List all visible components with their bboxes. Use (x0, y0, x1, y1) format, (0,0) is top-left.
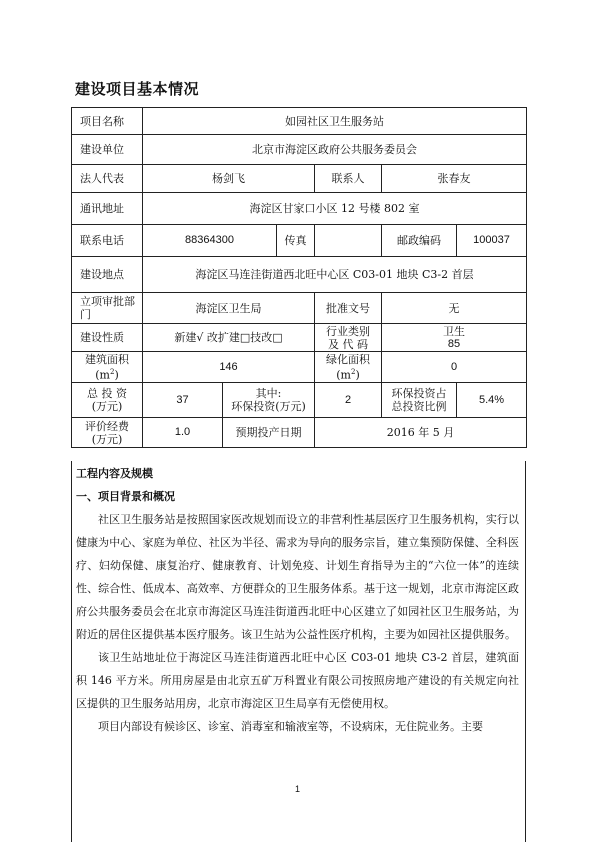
page-number: 1 (294, 784, 300, 794)
table-row (72, 324, 527, 352)
paragraph: 该卫生站地址位于海淀区马连洼街道西北旺中心区 C03-01 地块 C3-2 首层，建筑面积 146 平方米。所用房屋是由北京五矿万科置业有限公司按照房地产建设的有关规定向社区提供的卫生服务站用房，北京市海淀区卫生局享有无偿使用权。 (76, 651, 519, 710)
section-title: 工程内容及规模 (76, 467, 153, 480)
green-label (315, 352, 382, 383)
invest-label (72, 383, 143, 418)
area-unit-close: ) (114, 368, 119, 382)
postcode-value: 100037 (457, 225, 527, 257)
approval-dept-label: 立项审批部门 (72, 293, 143, 324)
page-title: 建设项目基本情况 (75, 80, 200, 98)
phone-label: 联系电话 (72, 225, 143, 257)
area-label-line2 (74, 366, 140, 382)
green-unit-sup: 2 (350, 367, 356, 376)
contact-label: 联系人 (315, 165, 382, 193)
table-row (72, 418, 527, 448)
postcode-label: 邮政编码 (382, 225, 457, 257)
address-label: 通讯地址 (72, 193, 143, 225)
table-row (72, 165, 527, 193)
approval-dept-value: 海淀区卫生局 (143, 293, 315, 324)
project-info-table (71, 107, 527, 448)
industry-label-line1: 行业类别 (326, 324, 370, 338)
env-invest-label-line1: 其中: (255, 387, 282, 400)
area-label (72, 352, 143, 383)
env-ratio-label (382, 383, 457, 418)
table-row (72, 352, 527, 383)
industry-label (315, 324, 382, 352)
green-label-line1: 绿化面积 (326, 352, 370, 366)
green-unit-close: ) (355, 368, 360, 382)
nature-value: 新建√ 改扩建□技改□ (143, 324, 315, 352)
start-date-value: 2016 年 5 月 (315, 418, 527, 448)
area-unit-open: (m (95, 368, 110, 382)
legal-rep-label: 法人代表 (72, 165, 143, 193)
env-ratio-value: 5.4% (457, 383, 527, 418)
legal-rep-value: 杨剑飞 (143, 165, 315, 193)
green-unit-open: (m (336, 368, 351, 382)
env-ratio-label-line2: 总投资比例 (391, 400, 447, 413)
eval-fee-label (72, 418, 143, 448)
eval-fee-label-line1: 评价经费 (85, 419, 129, 433)
approval-no-value: 无 (382, 293, 527, 324)
project-name-value: 如园社区卫生服务站 (143, 108, 527, 135)
unit-label: 建设单位 (72, 135, 143, 165)
paragraph: 社区卫生服务站是按照国家医改规划而设立的非营利性基层医疗卫生服务机构，实行以健康为中心、家庭为单位、社区为半径、需求为导向的服务宗旨，建立集预防保健、全科医疗、妇幼保健、康复治疗、健康教育、计划免疫、计划生育指导为主的“六位一体”的连续性、综合性、低成本、高效率、方便群众的卫生服务体系。基于这一规划，北京市海淀区政府公共服务委员会在北京市海淀区马连洼街道西北旺中心区建立了如园社区卫生服务站，为附近的居住区提供基本医疗服务。该卫生站为公益性医疗机构，主要为如园社区提供服务。 (76, 513, 519, 641)
industry-label-line2: 及 代 码 (328, 337, 368, 351)
fax-label: 传真 (277, 225, 315, 257)
phone-value: 88364300 (143, 225, 277, 257)
nature-label: 建设性质 (72, 324, 143, 352)
area-unit-sup: 2 (109, 367, 115, 376)
industry-value (382, 324, 527, 352)
area-label-line1: 建筑面积 (85, 352, 129, 366)
project-name-label: 项目名称 (72, 108, 143, 135)
area-value: 146 (143, 352, 315, 383)
green-label-line2 (317, 366, 379, 382)
table-row (72, 383, 527, 418)
eval-fee-label-line2: (万元) (91, 432, 123, 446)
fax-value (315, 225, 382, 257)
unit-value: 北京市海淀区政府公共服务委员会 (143, 135, 527, 165)
invest-value: 37 (143, 383, 223, 418)
env-invest-value: 2 (315, 383, 382, 418)
invest-label-line2: (万元) (91, 400, 123, 413)
start-date-label: 预期投产日期 (223, 418, 315, 448)
env-invest-label-line2: 环保投资(万元) (231, 400, 306, 413)
eval-fee-value: 1.0 (143, 418, 223, 448)
table-row (72, 225, 527, 257)
site-label: 建设地点 (72, 257, 143, 293)
invest-label-line1: 总 投 资 (87, 387, 127, 400)
industry-value-line2: 85 (447, 337, 461, 350)
table-row (72, 257, 527, 293)
address-value: 海淀区甘家口小区 12 号楼 802 室 (143, 193, 527, 225)
approval-no-label: 批准文号 (315, 293, 382, 324)
contact-value: 张春友 (382, 165, 527, 193)
subsection-title: 一、项目背景和概况 (76, 490, 175, 503)
paragraph: 项目内部设有候诊区、诊室、消毒室和输液室等，不设病床，无住院业务。主要 (98, 720, 483, 733)
table-row (72, 135, 527, 165)
table-row (72, 108, 527, 135)
site-value: 海淀区马连洼街道西北旺中心区 C03-01 地块 C3-2 首层 (143, 257, 527, 293)
green-value: 0 (382, 352, 527, 383)
table-row (72, 193, 527, 225)
table-row (72, 293, 527, 324)
env-invest-label (223, 383, 315, 418)
env-ratio-label-line1: 环保投资占 (391, 387, 447, 400)
industry-value-line1: 卫生 (443, 324, 466, 338)
